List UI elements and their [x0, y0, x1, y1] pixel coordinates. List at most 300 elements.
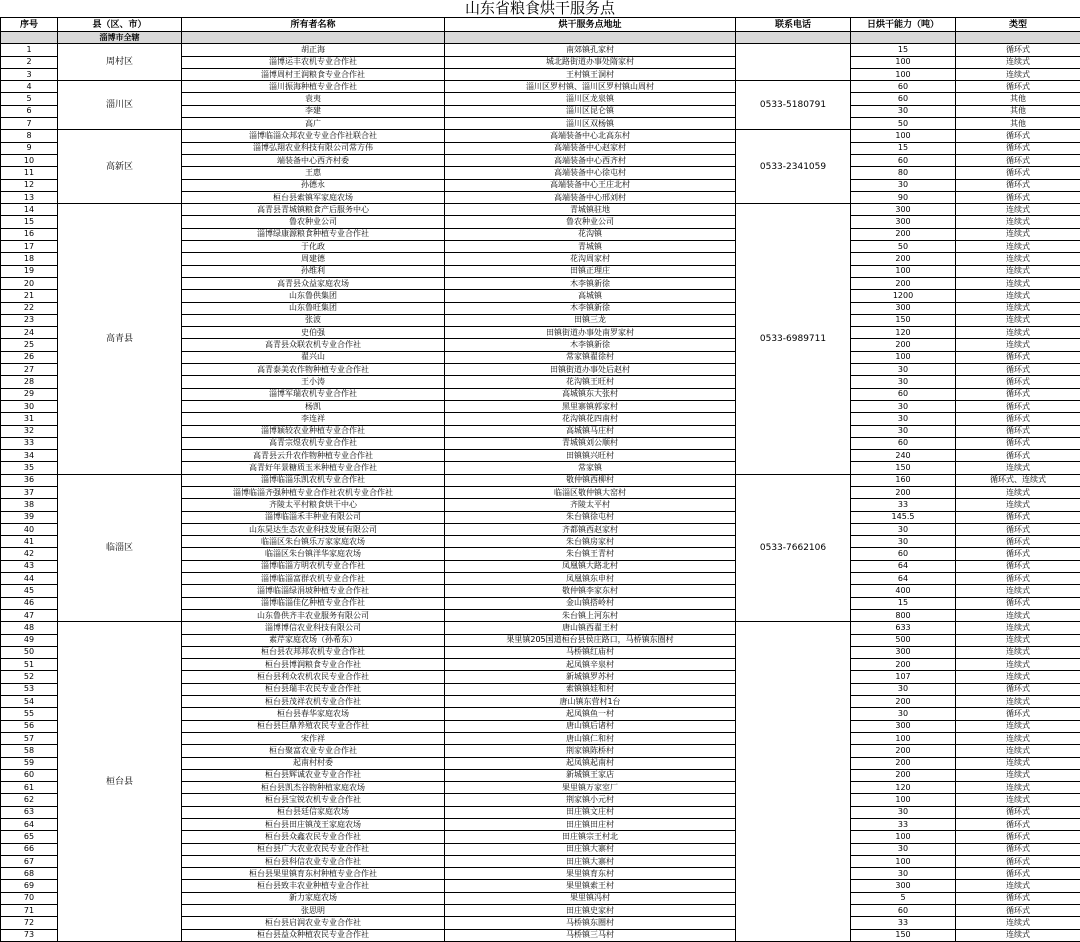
address-cell: 淄川区龙泉镇 [445, 93, 736, 105]
row-number: 65 [1, 831, 58, 843]
row-number: 17 [1, 241, 58, 253]
address-cell: 常家镇翟徐村 [445, 351, 736, 363]
address-cell: 敬仲镇李家东村 [445, 585, 736, 597]
phone-cell [736, 622, 851, 942]
type-cell: 连续式 [956, 302, 1080, 314]
address-cell: 荆家镇小元村 [445, 794, 736, 806]
owner-cell: 淄博临淄绿涓坡种植专业合作社 [182, 585, 445, 597]
capacity-cell: 60 [851, 154, 956, 166]
table-row [1, 44, 1080, 56]
owner-cell: 桓台县致丰农业种植专业合作社 [182, 880, 445, 892]
row-number: 29 [1, 388, 58, 400]
capacity-cell: 30 [851, 523, 956, 535]
address-cell: 荆家镇陈桥村 [445, 745, 736, 757]
owner-cell: 淄博弘翔农业科技有限公司常方伟 [182, 142, 445, 154]
capacity-cell: 30 [851, 425, 956, 437]
address-cell: 起凤镇起南村 [445, 757, 736, 769]
row-number: 32 [1, 425, 58, 437]
owner-cell: 山东昊达生态农业科技发展有限公司 [182, 523, 445, 535]
capacity-cell: 15 [851, 597, 956, 609]
owner-cell: 宋作祥 [182, 732, 445, 744]
row-number: 14 [1, 204, 58, 216]
section-row [1, 32, 1080, 44]
owner-cell: 李建 [182, 105, 445, 117]
type-cell: 连续式 [956, 253, 1080, 265]
owner-cell: 淄博绿康源粮食种植专业合作社 [182, 228, 445, 240]
capacity-cell: 33 [851, 819, 956, 831]
type-cell: 循环式 [956, 376, 1080, 388]
type-cell: 连续式 [956, 917, 1080, 929]
owner-cell: 桓台县索镇军家庭农场 [182, 191, 445, 203]
capacity-cell: 145.5 [851, 511, 956, 523]
type-cell: 连续式 [956, 745, 1080, 757]
row-number: 58 [1, 745, 58, 757]
type-cell: 连续式 [956, 462, 1080, 474]
owner-cell: 淄博临淄富群农机专业合作社 [182, 573, 445, 585]
capacity-cell: 300 [851, 302, 956, 314]
owner-cell: 桓台县果里镇育东村种植专业合作社 [182, 868, 445, 880]
address-cell: 凤凰镇东申村 [445, 573, 736, 585]
type-cell: 连续式 [956, 56, 1080, 68]
owner-cell: 袁夷 [182, 93, 445, 105]
type-cell: 其他 [956, 118, 1080, 130]
row-number: 25 [1, 339, 58, 351]
row-number: 20 [1, 277, 58, 289]
capacity-cell: 100 [851, 265, 956, 277]
capacity-cell: 1200 [851, 290, 956, 302]
address-cell: 果里镇万家室厂 [445, 782, 736, 794]
type-cell: 循环式 [956, 450, 1080, 462]
header-cell: 所有者名称 [182, 18, 445, 32]
capacity-cell: 30 [851, 400, 956, 412]
row-number: 1 [1, 44, 58, 56]
address-cell: 常家镇 [445, 462, 736, 474]
row-number: 59 [1, 757, 58, 769]
row-number: 9 [1, 142, 58, 154]
address-cell: 高端装备中心赵家村 [445, 142, 736, 154]
type-cell: 循环式 [956, 536, 1080, 548]
phone-cell: 0533-7662106 [736, 474, 851, 622]
row-number: 57 [1, 732, 58, 744]
type-cell: 其他 [956, 105, 1080, 117]
type-cell: 连续式 [956, 339, 1080, 351]
type-cell: 循环式 [956, 548, 1080, 560]
capacity-cell: 200 [851, 253, 956, 265]
address-cell: 田镇街道办事处后赵村 [445, 364, 736, 376]
address-cell: 田庄镇文庄村 [445, 806, 736, 818]
row-number: 69 [1, 880, 58, 892]
type-cell: 连续式 [956, 265, 1080, 277]
row-number: 23 [1, 314, 58, 326]
owner-cell: 桓台县启润农业专业合作社 [182, 917, 445, 929]
address-cell: 马桥镇红庙村 [445, 646, 736, 658]
type-cell: 连续式 [956, 314, 1080, 326]
header-cell: 烘干服务点地址 [445, 18, 736, 32]
address-cell: 高端装备中心徐屯村 [445, 167, 736, 179]
row-number: 33 [1, 437, 58, 449]
type-cell: 循环式 [956, 560, 1080, 572]
capacity-cell: 100 [851, 68, 956, 80]
type-cell: 循环式 [956, 868, 1080, 880]
owner-cell: 临淄区朱台镇乐万家家庭农场 [182, 536, 445, 548]
address-cell: 果里镇冯村 [445, 892, 736, 904]
type-cell: 连续式 [956, 327, 1080, 339]
address-cell: 马桥镇三马村 [445, 929, 736, 941]
row-number: 21 [1, 290, 58, 302]
owner-cell: 李连祥 [182, 413, 445, 425]
row-number: 11 [1, 167, 58, 179]
type-cell: 连续式 [956, 216, 1080, 228]
type-cell: 连续式 [956, 290, 1080, 302]
type-cell: 连续式 [956, 634, 1080, 646]
address-cell: 淄川区昆仑镇 [445, 105, 736, 117]
row-number: 43 [1, 560, 58, 572]
owner-cell: 高青县云升农作物种植专业合作社 [182, 450, 445, 462]
address-cell: 田镇街道办事处南罗家村 [445, 327, 736, 339]
row-number: 52 [1, 671, 58, 683]
owner-cell: 张波 [182, 314, 445, 326]
capacity-cell: 30 [851, 413, 956, 425]
type-cell: 循环式 [956, 523, 1080, 535]
type-cell: 循环式 [956, 573, 1080, 585]
row-number: 22 [1, 302, 58, 314]
address-cell: 果里镇205国道桓台县侯庄路口，马桥镇东圈村 [445, 634, 736, 646]
type-cell: 循环式 [956, 81, 1080, 93]
row-number: 28 [1, 376, 58, 388]
page-title: 山东省粮食烘干服务点 [0, 0, 1080, 17]
owner-cell: 高青县众联农机专业合作社 [182, 339, 445, 351]
owner-cell: 史伯强 [182, 327, 445, 339]
row-number: 24 [1, 327, 58, 339]
type-cell: 循环式 [956, 351, 1080, 363]
capacity-cell: 50 [851, 118, 956, 130]
capacity-cell: 64 [851, 573, 956, 585]
table-row [1, 622, 1080, 634]
type-cell: 连续式 [956, 794, 1080, 806]
address-cell: 唐山镇西翟王村 [445, 622, 736, 634]
type-cell: 循环式 [956, 708, 1080, 720]
capacity-cell: 150 [851, 462, 956, 474]
owner-cell: 鲁农种业公司 [182, 216, 445, 228]
row-number: 15 [1, 216, 58, 228]
capacity-cell: 30 [851, 868, 956, 880]
type-cell: 连续式 [956, 241, 1080, 253]
address-cell: 敬仲镇西柳村 [445, 474, 736, 486]
address-cell: 高端装备中心西齐村 [445, 154, 736, 166]
type-cell: 循环式 [956, 683, 1080, 695]
address-cell: 新城镇王家店 [445, 769, 736, 781]
capacity-cell: 240 [851, 450, 956, 462]
row-number: 50 [1, 646, 58, 658]
capacity-cell: 200 [851, 228, 956, 240]
type-cell: 循环式 [956, 142, 1080, 154]
capacity-cell: 30 [851, 843, 956, 855]
address-cell: 田庄镇大寨村 [445, 843, 736, 855]
type-cell: 循环式 [956, 400, 1080, 412]
address-cell: 淄川区双杨镇 [445, 118, 736, 130]
row-number: 18 [1, 253, 58, 265]
address-cell: 高城镇马庄村 [445, 425, 736, 437]
owner-cell: 翟兴山 [182, 351, 445, 363]
capacity-cell: 64 [851, 560, 956, 572]
row-number: 5 [1, 93, 58, 105]
county-cell: 高青县 [58, 204, 182, 475]
address-cell: 起凤镇鱼一村 [445, 708, 736, 720]
type-cell: 循环式 [956, 364, 1080, 376]
owner-cell: 齐陵太平村粮食烘干中心 [182, 499, 445, 511]
row-number: 12 [1, 179, 58, 191]
header-cell: 联系电话 [736, 18, 851, 32]
owner-cell: 桓台县凯杰谷物种植家庭农场 [182, 782, 445, 794]
owner-cell: 桓台县茂祥农机专业合作社 [182, 696, 445, 708]
row-number: 27 [1, 364, 58, 376]
type-cell: 循环式 [956, 413, 1080, 425]
capacity-cell: 90 [851, 191, 956, 203]
owner-cell: 淄博临淄齐强种植专业合作社农机专业合作社 [182, 486, 445, 498]
capacity-cell: 30 [851, 683, 956, 695]
row-number: 36 [1, 474, 58, 486]
type-cell: 循环式 [956, 167, 1080, 179]
address-cell: 果里镇索王村 [445, 880, 736, 892]
owner-cell: 王小涛 [182, 376, 445, 388]
address-cell: 齐陵太平村 [445, 499, 736, 511]
row-number: 3 [1, 68, 58, 80]
capacity-cell: 100 [851, 794, 956, 806]
county-cell: 淄川区 [58, 81, 182, 130]
capacity-cell: 100 [851, 56, 956, 68]
capacity-cell: 30 [851, 806, 956, 818]
row-number: 30 [1, 400, 58, 412]
capacity-cell: 60 [851, 548, 956, 560]
type-cell: 连续式 [956, 659, 1080, 671]
owner-cell: 新力家庭农场 [182, 892, 445, 904]
address-cell: 索镇镇娃和村 [445, 683, 736, 695]
phone-cell: 0533-2341059 [736, 130, 851, 204]
capacity-cell: 30 [851, 364, 956, 376]
capacity-cell: 100 [851, 732, 956, 744]
row-number: 16 [1, 228, 58, 240]
type-cell: 连续式 [956, 782, 1080, 794]
type-cell: 连续式 [956, 646, 1080, 658]
row-number: 46 [1, 597, 58, 609]
owner-cell: 端装备中心西齐村委 [182, 154, 445, 166]
owner-cell: 淄博临淄禾丰种业有限公司 [182, 511, 445, 523]
row-number: 7 [1, 118, 58, 130]
owner-cell: 周建德 [182, 253, 445, 265]
row-number: 45 [1, 585, 58, 597]
capacity-cell: 200 [851, 339, 956, 351]
address-cell: 花沟镇花四南村 [445, 413, 736, 425]
capacity-cell: 200 [851, 769, 956, 781]
capacity-cell: 200 [851, 745, 956, 757]
owner-cell: 王惠 [182, 167, 445, 179]
type-cell: 循环式 [956, 388, 1080, 400]
owner-cell: 素芹家庭农场（孙希东） [182, 634, 445, 646]
row-number: 54 [1, 696, 58, 708]
capacity-cell: 300 [851, 720, 956, 732]
owner-cell: 桓台县益众种植农民专业合作社 [182, 929, 445, 941]
capacity-cell: 150 [851, 929, 956, 941]
phone-cell [736, 44, 851, 81]
owner-cell: 淄川振海种植专业合作社 [182, 81, 445, 93]
owner-cell: 桓台县博润粮食专业合作社 [182, 659, 445, 671]
capacity-cell: 500 [851, 634, 956, 646]
type-cell: 连续式 [956, 486, 1080, 498]
type-cell: 连续式 [956, 622, 1080, 634]
owner-cell: 高青县众益家庭农场 [182, 277, 445, 289]
row-number: 10 [1, 154, 58, 166]
type-cell: 循环式 [956, 819, 1080, 831]
owner-cell: 张思明 [182, 905, 445, 917]
row-number: 55 [1, 708, 58, 720]
capacity-cell: 50 [851, 241, 956, 253]
owner-cell: 桓台聚富农业专业合作社 [182, 745, 445, 757]
row-number: 19 [1, 265, 58, 277]
capacity-cell: 200 [851, 757, 956, 769]
owner-cell: 高青县青城镇粮食产后服务中心 [182, 204, 445, 216]
row-number: 47 [1, 609, 58, 621]
row-number: 34 [1, 450, 58, 462]
type-cell: 循环式 [956, 425, 1080, 437]
address-cell: 青城镇 [445, 241, 736, 253]
address-cell: 木李镇新徐 [445, 302, 736, 314]
owner-cell: 于化政 [182, 241, 445, 253]
owner-cell: 山东鲁旺集团 [182, 302, 445, 314]
county-cell: 周村区 [58, 44, 182, 81]
row-number: 62 [1, 794, 58, 806]
type-cell: 循环式 [956, 44, 1080, 56]
row-number: 31 [1, 413, 58, 425]
owner-cell: 孙德永 [182, 179, 445, 191]
type-cell: 循环式 [956, 191, 1080, 203]
capacity-cell: 60 [851, 93, 956, 105]
address-cell: 田庄镇史家村 [445, 905, 736, 917]
address-cell: 木李镇新徐 [445, 277, 736, 289]
address-cell: 高端装备中心北高东村 [445, 130, 736, 142]
row-number: 41 [1, 536, 58, 548]
type-cell: 循环式 [956, 892, 1080, 904]
capacity-cell: 107 [851, 671, 956, 683]
type-cell: 连续式 [956, 204, 1080, 216]
row-number: 26 [1, 351, 58, 363]
capacity-cell: 633 [851, 622, 956, 634]
header-cell: 序号 [1, 18, 58, 32]
capacity-cell: 160 [851, 474, 956, 486]
type-cell: 连续式 [956, 696, 1080, 708]
address-cell: 青城镇刘公顺村 [445, 437, 736, 449]
capacity-cell: 30 [851, 179, 956, 191]
row-number: 49 [1, 634, 58, 646]
address-cell: 新城镇罗苏村 [445, 671, 736, 683]
type-cell: 连续式 [956, 929, 1080, 941]
address-cell: 青城镇驻地 [445, 204, 736, 216]
capacity-cell: 400 [851, 585, 956, 597]
owner-cell: 高广 [182, 118, 445, 130]
owner-cell: 桓台县田庄镇茂王家庭农场 [182, 819, 445, 831]
header-cell: 县（区、市） [58, 18, 182, 32]
row-number: 42 [1, 548, 58, 560]
address-cell: 南郊镇孔家村 [445, 44, 736, 56]
owner-cell: 淄博颖较农业种植专业合作社 [182, 425, 445, 437]
capacity-cell: 33 [851, 917, 956, 929]
address-cell: 鲁农种业公司 [445, 216, 736, 228]
type-cell: 连续式 [956, 609, 1080, 621]
owner-cell: 淄博临淄方明农机专业合作社 [182, 560, 445, 572]
capacity-cell: 300 [851, 646, 956, 658]
capacity-cell: 100 [851, 351, 956, 363]
capacity-cell: 5 [851, 892, 956, 904]
capacity-cell: 200 [851, 277, 956, 289]
row-number: 2 [1, 56, 58, 68]
address-cell: 田庄镇田庄村 [445, 819, 736, 831]
row-number: 73 [1, 929, 58, 941]
address-cell: 花沟镇王旺村 [445, 376, 736, 388]
county-cell: 高新区 [58, 130, 182, 204]
capacity-cell: 15 [851, 142, 956, 154]
type-cell: 循环式 [956, 597, 1080, 609]
capacity-cell: 30 [851, 708, 956, 720]
type-cell: 连续式 [956, 769, 1080, 781]
owner-cell: 淄博临淄众邦农业专业合作社联合社 [182, 130, 445, 142]
owner-cell: 山东鲁供集团 [182, 290, 445, 302]
address-cell: 朱台镇徐屯村 [445, 511, 736, 523]
type-cell: 循环式 [956, 831, 1080, 843]
row-number: 60 [1, 769, 58, 781]
address-cell: 朱台镇王青村 [445, 548, 736, 560]
owner-cell: 桓台县宝锐农机专业合作社 [182, 794, 445, 806]
table-row [1, 204, 1080, 216]
capacity-cell: 100 [851, 130, 956, 142]
row-number: 71 [1, 905, 58, 917]
address-cell: 唐山镇仁和村 [445, 732, 736, 744]
address-cell: 高城镇 [445, 290, 736, 302]
phone-cell: 0533-5180791 [736, 81, 851, 130]
owner-cell: 桓台县春华家庭农场 [182, 708, 445, 720]
type-cell: 循环式、连续式 [956, 474, 1080, 486]
owner-cell: 桓台县科信农业专业合作社 [182, 855, 445, 867]
capacity-cell: 80 [851, 167, 956, 179]
capacity-cell: 15 [851, 44, 956, 56]
address-cell: 城北路街道办事处隋家村 [445, 56, 736, 68]
address-cell: 凤凰镇大路北村 [445, 560, 736, 572]
row-number: 66 [1, 843, 58, 855]
capacity-cell: 100 [851, 831, 956, 843]
type-cell: 连续式 [956, 671, 1080, 683]
row-number: 44 [1, 573, 58, 585]
capacity-cell: 200 [851, 486, 956, 498]
address-cell: 淄川区罗村镇、淄川区罗村镇山周村 [445, 81, 736, 93]
capacity-cell: 300 [851, 216, 956, 228]
address-cell: 王村镇王洞村 [445, 68, 736, 80]
type-cell: 循环式 [956, 843, 1080, 855]
address-cell: 高端装备中心王庄北村 [445, 179, 736, 191]
row-number: 4 [1, 81, 58, 93]
address-cell: 朱台镇上河东村 [445, 609, 736, 621]
owner-cell: 胡正海 [182, 44, 445, 56]
address-cell: 起凤镇辛泉村 [445, 659, 736, 671]
type-cell: 连续式 [956, 68, 1080, 80]
table-body [1, 32, 1080, 942]
type-cell: 连续式 [956, 720, 1080, 732]
county-cell: 桓台县 [58, 622, 182, 942]
row-number: 13 [1, 191, 58, 203]
capacity-cell: 800 [851, 609, 956, 621]
row-number: 61 [1, 782, 58, 794]
section-label: 淄博市全辖 [58, 32, 182, 44]
capacity-cell: 120 [851, 782, 956, 794]
owner-cell: 淄博军瑞农机专业合作社 [182, 388, 445, 400]
header-row [1, 18, 1080, 32]
